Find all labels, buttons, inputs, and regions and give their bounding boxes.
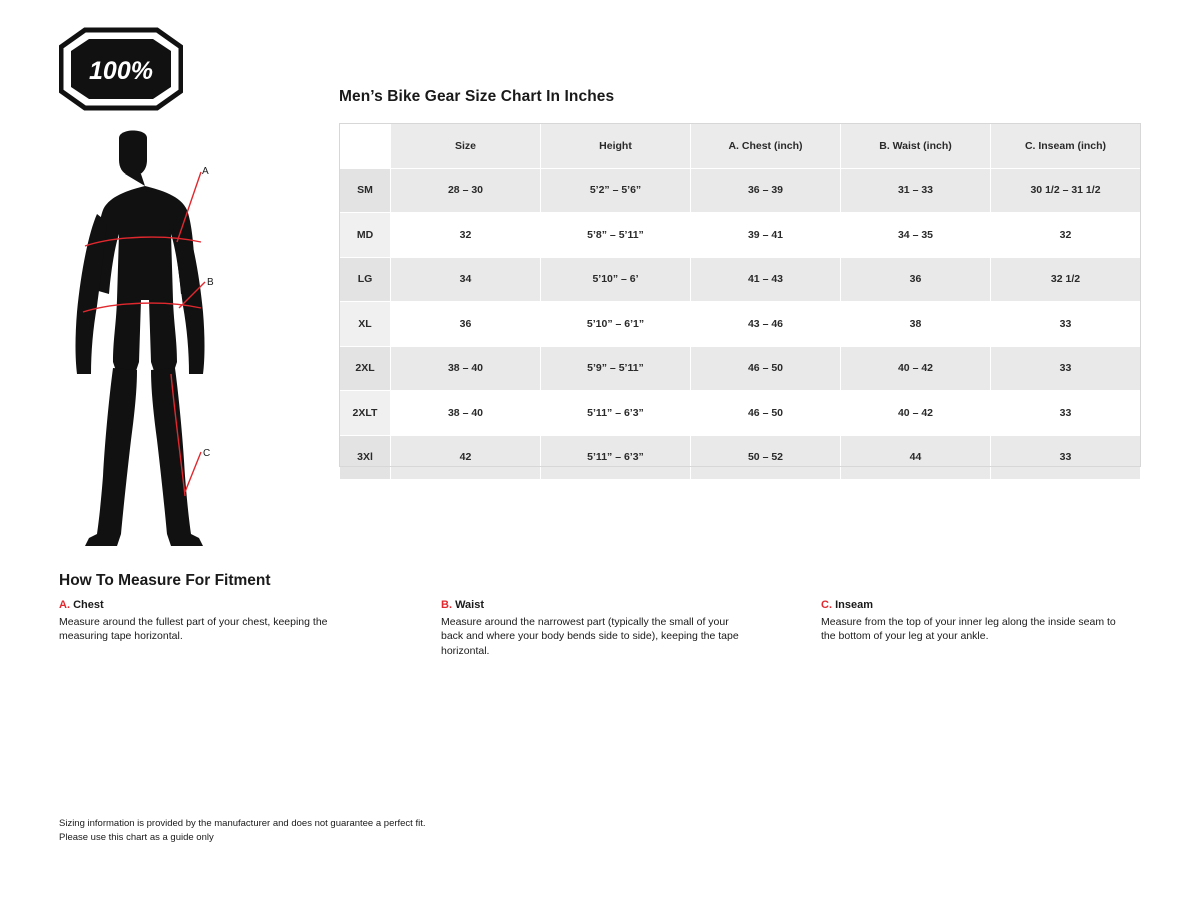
cell-inseam: 33 <box>991 346 1141 391</box>
cell-waist: 40 – 42 <box>841 346 991 391</box>
measure-head-chest <box>59 598 359 613</box>
measure-text-inseam: Measure from the top of your inner leg along the inside seam to the bottom of your leg at your ankle. <box>821 615 1116 642</box>
cell-size: 36 <box>391 302 541 347</box>
cell-size: 38 – 40 <box>391 391 541 436</box>
cell-inseam: 32 <box>991 213 1141 258</box>
cell-chest: 46 – 50 <box>691 346 841 391</box>
cell-size: 42 <box>391 435 541 480</box>
cell-chest: 39 – 41 <box>691 213 841 258</box>
measure-section-chest <box>59 598 359 644</box>
cell-height: 5’11” – 6’3” <box>541 391 691 436</box>
table-header-waist: B. Waist (inch) <box>841 124 991 169</box>
measure-text-chest: Measure around the fullest part of your chest, keeping the measuring tape horizontal. <box>59 615 328 642</box>
chart-title: Men’s Bike Gear Size Chart In Inches <box>339 88 615 105</box>
cell-size: 32 <box>391 213 541 258</box>
callout-label-c: C <box>203 448 211 459</box>
cell-inseam: 33 <box>991 302 1141 347</box>
disclaimer <box>59 817 426 844</box>
cell-height: 5’2” – 5’6” <box>541 168 691 213</box>
body-silhouette <box>76 131 205 547</box>
measure-name-waist: Waist <box>455 599 484 611</box>
disclaimer-line-1: Sizing information is provided by the manufacturer and does not guarantee a perfect fit. <box>59 818 426 829</box>
table-row <box>340 213 1141 258</box>
table-row <box>340 391 1141 436</box>
measure-letter-c: C. <box>821 599 832 611</box>
measure-head-waist <box>441 598 741 613</box>
cell-height: 5’10” – 6’ <box>541 257 691 302</box>
measure-section-waist <box>441 598 741 658</box>
cell-chest: 50 – 52 <box>691 435 841 480</box>
measure-name-inseam: Inseam <box>835 599 873 611</box>
measure-letter-b: B. <box>441 599 452 611</box>
cell-height: 5’10” – 6’1” <box>541 302 691 347</box>
table-header-row <box>340 124 1141 169</box>
row-size-code: SM <box>340 168 391 213</box>
cell-chest: 46 – 50 <box>691 391 841 436</box>
body-measurement-figure <box>55 130 285 550</box>
callout-label-a: A <box>202 166 209 177</box>
cell-size: 38 – 40 <box>391 346 541 391</box>
howto-title: How To Measure For Fitment <box>59 572 271 589</box>
row-size-code: 3Xl <box>340 435 391 480</box>
table-header-size: Size <box>391 124 541 169</box>
row-size-code: XL <box>340 302 391 347</box>
cell-inseam: 33 <box>991 435 1141 480</box>
row-size-code: MD <box>340 213 391 258</box>
table-header-height: Height <box>541 124 691 169</box>
measure-letter-a: A. <box>59 599 70 611</box>
row-size-code: 2XL <box>340 346 391 391</box>
table-row <box>340 257 1141 302</box>
cell-waist: 38 <box>841 302 991 347</box>
row-size-code: 2XLT <box>340 391 391 436</box>
disclaimer-line-2: Please use this chart as a guide only <box>59 831 214 843</box>
size-chart-table <box>339 123 1141 480</box>
measure-text-waist: Measure around the narrowest part (typically the small of your back and where your body bends side to side), keeping the tape horizontal. <box>441 615 739 657</box>
measure-head-inseam <box>821 598 1131 613</box>
cell-inseam: 32 1/2 <box>991 257 1141 302</box>
cell-size: 34 <box>391 257 541 302</box>
table-row <box>340 435 1141 480</box>
table-row <box>340 168 1141 213</box>
cell-waist: 36 <box>841 257 991 302</box>
cell-chest: 41 – 43 <box>691 257 841 302</box>
cell-waist: 34 – 35 <box>841 213 991 258</box>
table-row <box>340 302 1141 347</box>
brand-logo <box>59 27 183 111</box>
cell-size: 28 – 30 <box>391 168 541 213</box>
logo-text: 100% <box>89 57 153 85</box>
table-header-corner <box>340 124 391 169</box>
row-size-code: LG <box>340 257 391 302</box>
measure-name-chest: Chest <box>73 599 104 611</box>
cell-height: 5’11” – 6’3” <box>541 435 691 480</box>
cell-waist: 31 – 33 <box>841 168 991 213</box>
cell-waist: 44 <box>841 435 991 480</box>
table-header-inseam: C. Inseam (inch) <box>991 124 1141 169</box>
table-header-chest: A. Chest (inch) <box>691 124 841 169</box>
measure-section-inseam <box>821 598 1131 644</box>
cell-inseam: 33 <box>991 391 1141 436</box>
cell-height: 5’9” – 5’11” <box>541 346 691 391</box>
table-row <box>340 346 1141 391</box>
cell-chest: 43 – 46 <box>691 302 841 347</box>
callout-label-b: B <box>207 277 214 288</box>
cell-inseam: 30 1/2 – 31 1/2 <box>991 168 1141 213</box>
cell-height: 5’8” – 5’11” <box>541 213 691 258</box>
cell-chest: 36 – 39 <box>691 168 841 213</box>
cell-waist: 40 – 42 <box>841 391 991 436</box>
